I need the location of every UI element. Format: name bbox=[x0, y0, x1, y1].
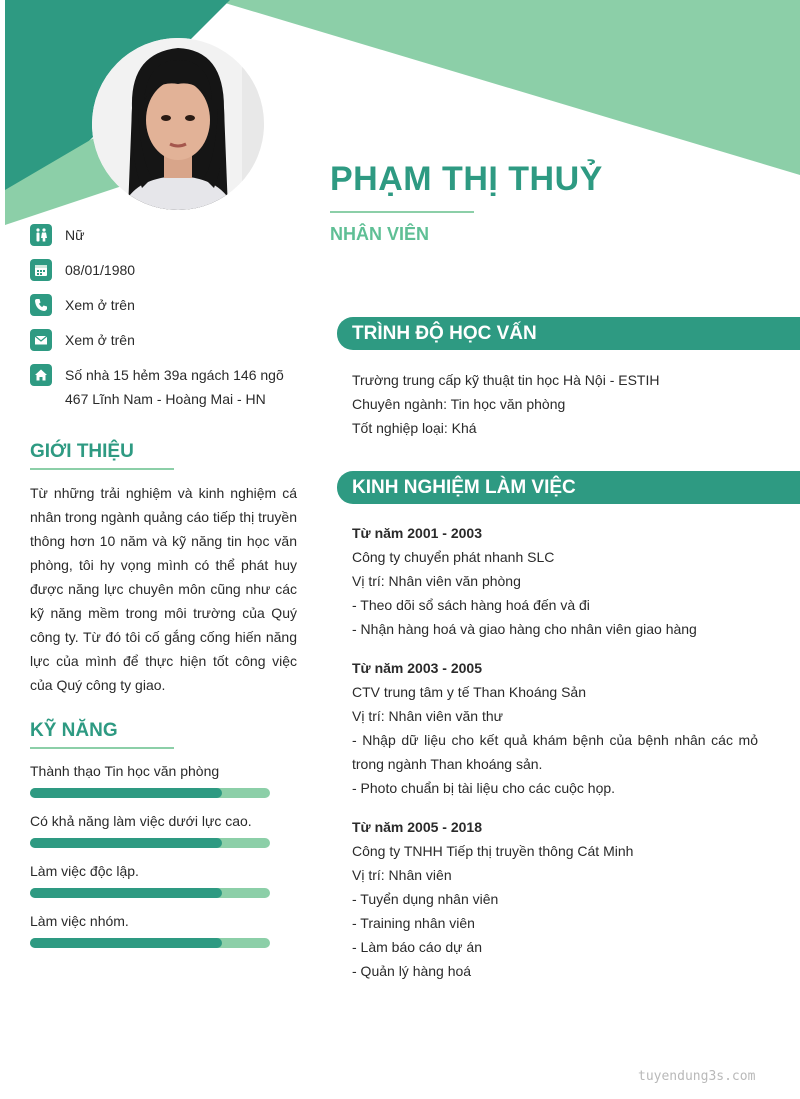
address-text bbox=[65, 363, 284, 411]
job-task: - Photo chuẩn bị tài liệu cho các cuộc họp. bbox=[352, 780, 616, 796]
gender-icon bbox=[30, 224, 52, 246]
skill-bar bbox=[30, 838, 270, 848]
candidate-role: NHÂN VIÊN bbox=[330, 224, 430, 244]
name-underline bbox=[330, 211, 474, 213]
job-entry bbox=[352, 521, 758, 641]
birthday-text: 08/01/1980 bbox=[65, 262, 136, 278]
contact-gender bbox=[30, 224, 300, 247]
home-icon bbox=[30, 364, 52, 386]
calendar-icon bbox=[30, 259, 52, 281]
skill-item bbox=[30, 760, 270, 810]
skill-bar-fill bbox=[30, 838, 222, 848]
address-line-2: 467 Lĩnh Nam - Hoàng Mai - HN bbox=[65, 391, 266, 407]
avatar-photo bbox=[92, 38, 264, 210]
phone-icon bbox=[30, 294, 52, 316]
contact-list bbox=[30, 224, 300, 423]
education-grade: Tốt nghiệp loại: Khá bbox=[352, 420, 477, 436]
job-task: - Nhập dữ liệu cho kết quả khám bệnh của bệnh nhân các mỏ trong ngành Than khoáng sản. bbox=[352, 732, 758, 772]
job-entry bbox=[352, 656, 758, 800]
skill-item bbox=[30, 910, 270, 960]
education-block bbox=[352, 368, 660, 440]
job-task: - Làm báo cáo dự án bbox=[352, 939, 483, 955]
skill-bar-fill bbox=[30, 788, 222, 798]
skills-list bbox=[30, 760, 270, 960]
job-position: Vị trí: Nhân viên văn thư bbox=[352, 708, 503, 724]
contact-phone bbox=[30, 294, 300, 317]
skill-bar-fill bbox=[30, 888, 222, 898]
email-text: Xem ở trên bbox=[65, 332, 135, 348]
intro-title: GIỚI THIỆU bbox=[30, 441, 134, 462]
job-period: Từ năm 2003 - 2005 bbox=[352, 660, 482, 676]
skill-label: Có khả năng làm việc dưới lực cao. bbox=[30, 813, 252, 829]
watermark: tuyendung3s.com bbox=[638, 1069, 756, 1084]
skill-label: Làm việc nhóm. bbox=[30, 913, 129, 929]
skill-bar bbox=[30, 788, 270, 798]
contact-birthday bbox=[30, 259, 300, 282]
job-entry bbox=[352, 815, 758, 983]
education-banner: TRÌNH ĐỘ HỌC VẤN bbox=[337, 317, 800, 350]
job-task: - Theo dõi sổ sách hàng hoá đến và đi bbox=[352, 597, 590, 613]
contact-email bbox=[30, 329, 300, 352]
skill-item bbox=[30, 810, 270, 860]
job-position: Vị trí: Nhân viên bbox=[352, 867, 452, 883]
gender-text: Nữ bbox=[65, 227, 85, 243]
job-task: - Nhận hàng hoá và giao hàng cho nhân viên giao hàng bbox=[352, 621, 697, 637]
skill-item bbox=[30, 860, 270, 910]
skills-underline bbox=[30, 747, 174, 749]
job-period: Từ năm 2005 - 2018 bbox=[352, 819, 482, 835]
intro-underline bbox=[30, 468, 174, 470]
job-task: - Quản lý hàng hoá bbox=[352, 963, 472, 979]
education-major: Chuyên ngành: Tin học văn phòng bbox=[352, 396, 566, 412]
job-company: CTV trung tâm y tế Than Khoáng Sản bbox=[352, 684, 586, 700]
skill-bar-fill bbox=[30, 938, 222, 948]
skills-title: KỸ NĂNG bbox=[30, 720, 118, 741]
address-line-1: Số nhà 15 hẻm 39a ngách 146 ngõ bbox=[65, 367, 284, 383]
job-position: Vị trí: Nhân viên văn phòng bbox=[352, 573, 521, 589]
intro-text: Từ những trải nghiệm và kinh nghiệm cá nhân trong ngành quảng cáo tiếp thị truyền thông hơn 10 năm và kỹ năng tin học văn phòng, tôi hy vọng mình có thể phát huy được năng lực chuyên môn cũng như các kỹ năng mềm trong môi trường của Quý công ty. Từ đó tôi cố gắng cống hiến năng lực của mình để thực hiện tốt công việc của Quý công ty giao. bbox=[30, 485, 297, 693]
experience-list bbox=[352, 521, 758, 998]
job-company: Công ty TNHH Tiếp thị truyền thông Cát Minh bbox=[352, 843, 634, 859]
candidate-name: PHẠM THỊ THUỶ bbox=[330, 160, 603, 198]
skill-label: Làm việc độc lập. bbox=[30, 863, 139, 879]
job-task: - Tuyển dụng nhân viên bbox=[352, 891, 499, 907]
skill-bar bbox=[30, 938, 270, 948]
contact-address bbox=[30, 364, 300, 411]
skill-label: Thành thạo Tin học văn phòng bbox=[30, 763, 220, 779]
job-task: - Training nhân viên bbox=[352, 915, 475, 931]
education-school: Trường trung cấp kỹ thuật tin học Hà Nội - ESTIH bbox=[352, 372, 660, 388]
experience-banner: KINH NGHIỆM LÀM VIỆC bbox=[337, 471, 800, 504]
job-period: Từ năm 2001 - 2003 bbox=[352, 525, 482, 541]
intro-heading-block bbox=[30, 441, 174, 470]
skills-heading-block bbox=[30, 720, 174, 749]
skill-bar bbox=[30, 888, 270, 898]
job-company: Công ty chuyển phát nhanh SLC bbox=[352, 549, 555, 565]
mail-icon bbox=[30, 329, 52, 351]
phone-text: Xem ở trên bbox=[65, 297, 135, 313]
